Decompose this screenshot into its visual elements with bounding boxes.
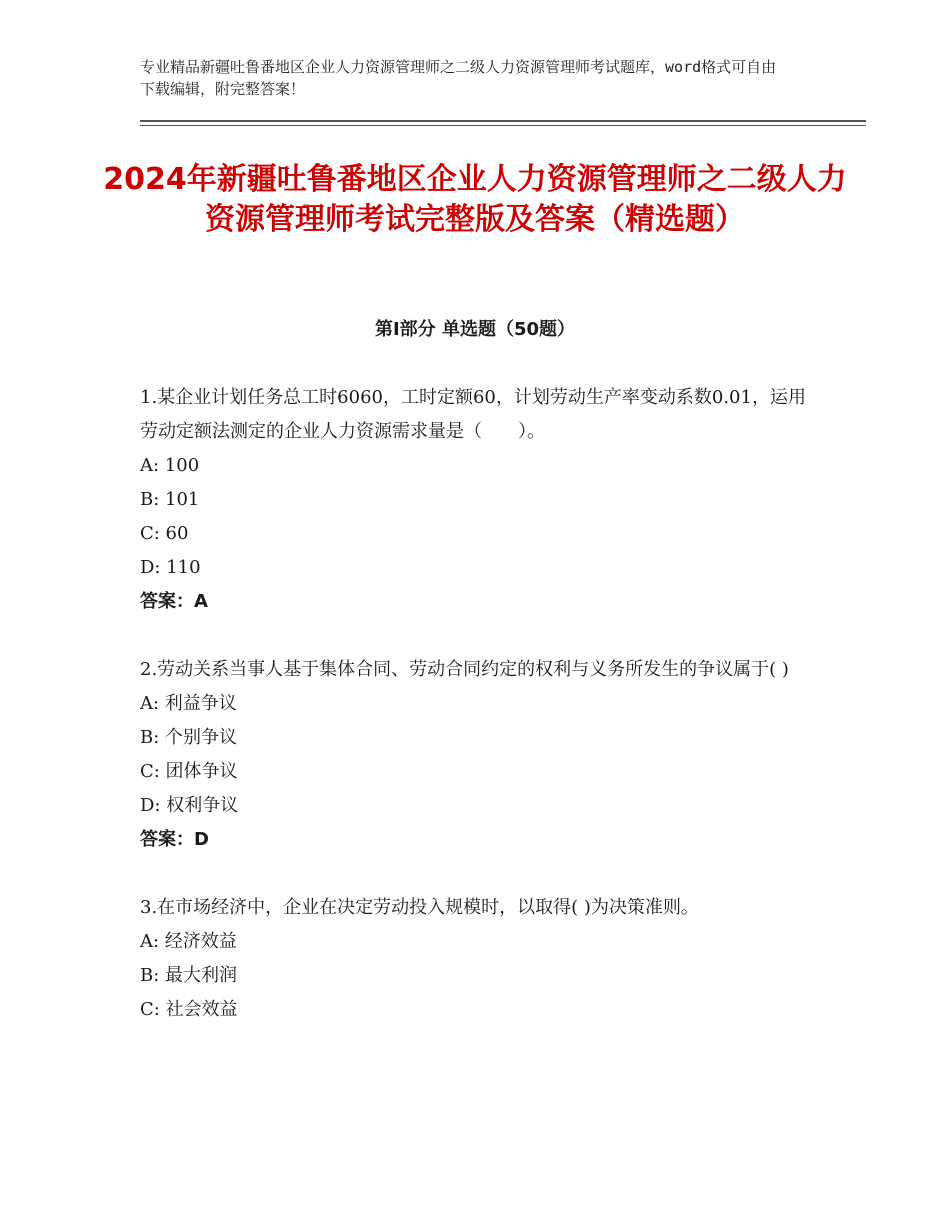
option-b: B: 101 <box>140 489 200 510</box>
option-a: A: 100 <box>140 455 200 476</box>
option-c: C: 60 <box>140 523 189 544</box>
question-2 <box>140 653 820 857</box>
answer: 答案：A <box>140 591 208 612</box>
option-d: D: 权利争议 <box>140 795 239 816</box>
question-1 <box>140 381 820 619</box>
option-b: B: 最大利润 <box>140 965 238 986</box>
question-3 <box>140 891 820 1027</box>
option-a: A: 经济效益 <box>140 931 237 952</box>
option-d: D: 110 <box>140 557 201 578</box>
answer: 答案：D <box>140 829 209 850</box>
question-text: 3.在市场经济中，企业在决定劳动投入规模时，以取得( )为决策准则。 <box>140 897 699 918</box>
document-title: 2024年新疆吐鲁番地区企业人力资源管理师之二级人力资源管理师考试完整版及答案（精选题） <box>103 162 847 237</box>
option-c: C: 社会效益 <box>140 999 238 1020</box>
option-c: C: 团体争议 <box>140 761 238 782</box>
question-list <box>140 381 820 1061</box>
header-rule-thick <box>140 120 866 122</box>
option-b: B: 个别争议 <box>140 727 238 748</box>
option-a: A: 利益争议 <box>140 693 237 714</box>
section-title: 第Ⅰ部分 单选题（50题） <box>374 319 575 340</box>
header-note: 专业精品新疆吐鲁番地区企业人力资源管理师之二级人力资源管理师考试题库，word格式可自由下载编辑，附完整答案！ <box>140 58 777 98</box>
header-rule-thin <box>140 125 866 126</box>
question-text: 1.某企业计划任务总工时6060，工时定额60，计划劳动生产率变动系数0.01，运用劳动定额法测定的企业人力资源需求量是（ ）。 <box>140 387 806 442</box>
question-text: 2.劳动关系当事人基于集体合同、劳动合同约定的权利与义务所发生的争议属于( ) <box>140 659 789 680</box>
